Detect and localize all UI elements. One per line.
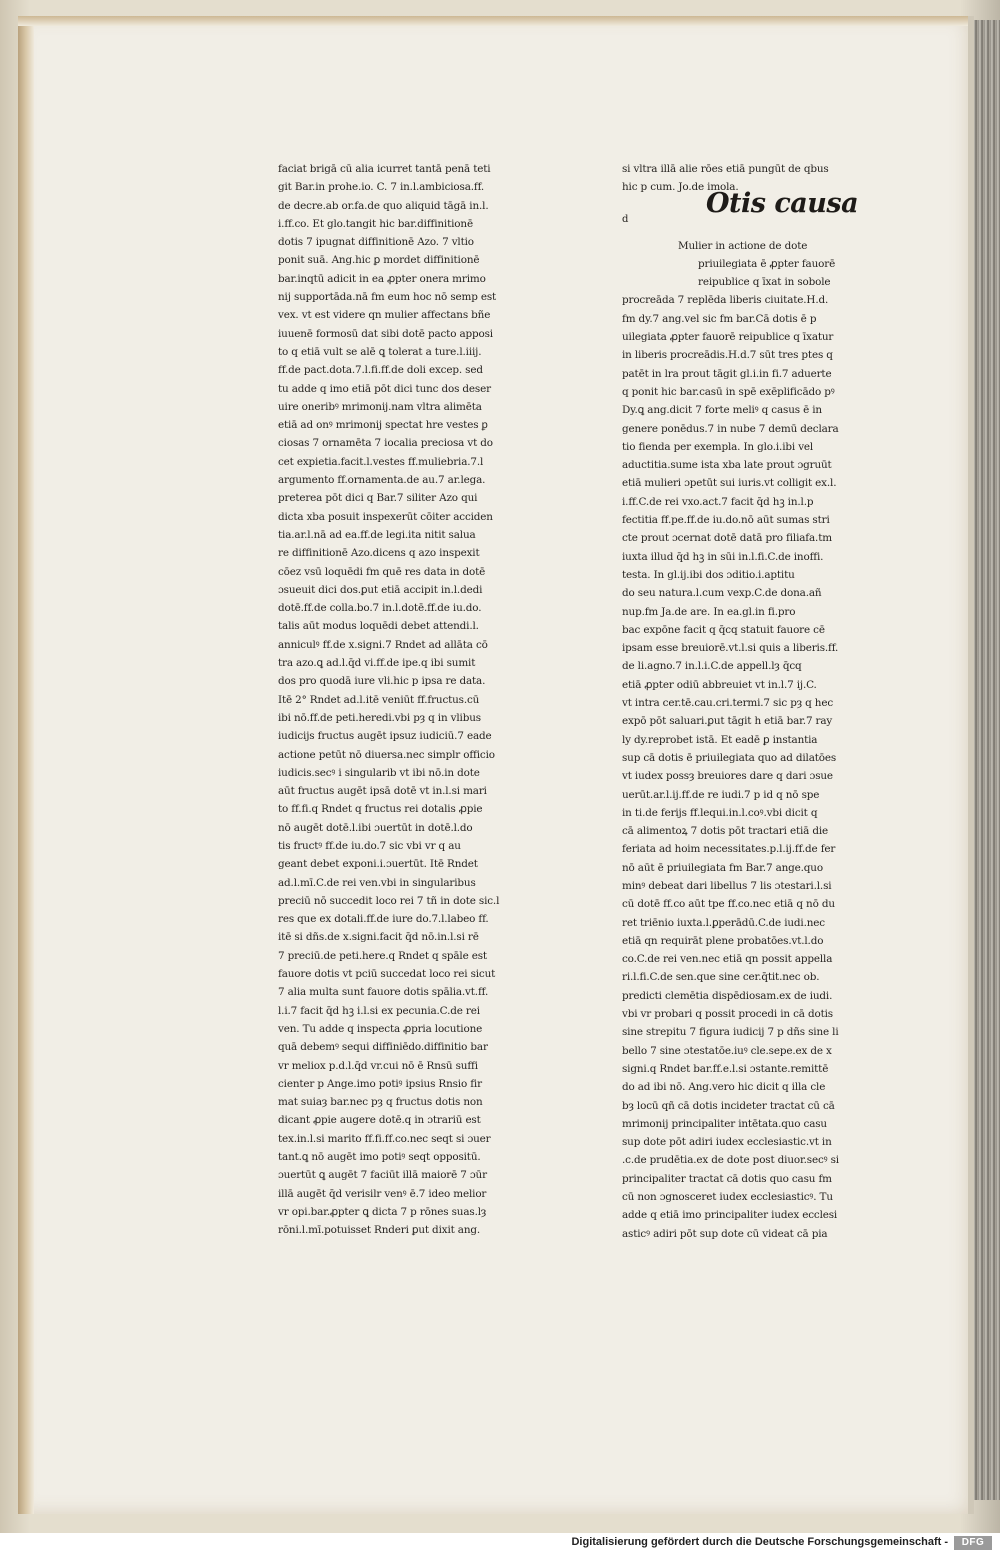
text-line: 7 preciū.de peti.here.q Rndet q spāle est [278,949,487,962]
text-line: i.ff.C.de rei vxo.act.7 facit q̄d hꝫ in.l.p [622,495,814,508]
text-line: ibi nō.ff.de peti.heredi.vbi pȝ q in vlibus [278,711,481,724]
text-line: .c.de prudētia.ex de dote post diuor.secꝰ si [622,1154,839,1167]
text-line: testa. In gl.ij.ibi dos ɔditio.i.aptitu [622,568,795,581]
text-line: tant.ꝗ nō augēt imo potiꝰ seqt oppositū. [278,1151,481,1164]
text-line: talis aūt modus loquēdi debet attendi.l. [278,620,479,633]
text-line: re diffinitionē Azo.dicens q azo inspexit [278,547,480,560]
text-line: etiā qn requirāt plene probatōes.vt.l.do [622,934,824,947]
text-line: nō augēt dotē.l.ibi ɔuertūt in dotē.l.do [278,821,473,834]
text-line: procreāda 7 replēda liberis ciuitate.H.d. [622,294,829,307]
page-left-edge [18,16,34,1514]
text-line: priuilegiata ē ꝓpter fauorē [698,257,836,270]
text-line: preterea pōt dici q Bar.7 siliter Azo qui [278,492,478,505]
text-line: bello 7 sine ɔtestatōe.iuꝰ cle.sepe.ex de x [622,1044,832,1057]
text-line: mat suiaȝ bar.nec pȝ q fructus dotis non [278,1096,483,1109]
text-line: in ti.de ferijs ff.lequi.in.l.coꝰ.vbi dicit q [622,806,818,819]
text-line: aductitia.sume ista xba late prout ɔgruūt [622,459,832,472]
text-line: dotis 7 ipugnat diffinitionē Azo. 7 vltio [278,236,474,249]
text-line: ponit suā. Ang.hic ꝑ mordet diffinitionē [278,254,480,267]
text-line: res que ex dotali.ff.de iure do.7.l.labeo ff. [278,913,489,926]
text-line: dos pro quodā iure vli.hic p ipsa re data. [278,675,486,688]
footer-credit-text: Digitalisierung gefördert durch die Deutsche Forschungsgemeinschaft - [571,1536,948,1548]
text-line: ɔuertūt ꝗ augēt 7 faciūt illā maiorē 7 ɔūr [278,1169,487,1182]
footer-bar [0,1533,1000,1553]
text-line: sup dote pōt adiri iudex ecclesiastic.vt in [622,1136,832,1149]
text-line: signi.q Rndet bar.ff.e.l.si ɔstante.remittē [622,1062,829,1075]
right-column-body-lines [622,291,862,1242]
text-line: bac expōne facit q q̄cq statuit fauore cē [622,623,825,636]
text-line: etiā mulieri ɔpetūt sui iuris.vt colligit ex.l. [622,477,837,490]
right-column-indented-lines [622,237,862,292]
text-line: sine strepitu 7 figura iudicij 7 p dñs sine li [622,1026,839,1039]
text-line: bȝ locū qñ cā dotis incideter tractat cū cā [622,1099,835,1112]
text-line: fectitia ff.pe.ff.de iu.do.nō aūt sumas stri [622,514,830,527]
text-line: argumento ff.ornamenta.de au.7 ar.lega. [278,474,486,487]
section-heading: Otis causa [706,187,859,219]
text-line: geant debet exponi.i.ɔuertūt. Itē Rndet [278,858,478,871]
text-line: q ponit hic bar.casū in spē exēplificādo pꝰ [622,385,835,398]
page-top-edge [18,16,968,26]
text-line: fauore dotis vt pciū succedat loco rei sicut [278,968,496,981]
text-line: ri.l.fi.C.de sen.que sine cer.q̄tit.nec ob. [622,971,820,984]
text-line: in liberis procreādis.H.d.7 sūt tres ptes q [622,349,833,362]
text-line: ven. Tu adde q inspecta ꝓpria locutione [278,1022,483,1035]
text-line: i.ff.co. Et glo.tangit hic bar.diffinitionē [278,217,473,230]
text-line: sup cā dotis ē priuilegiata quo ad dilatōes [622,751,837,764]
text-line: tia.ar.l.nā ad ea.ff.de legi.ita nitit salua [278,528,476,541]
text-line: tra azo.ꝗ ad.l.q̄d vi.ff.de ipe.q ibi sumit [278,657,476,670]
text-line: vex. vt est videre qn mulier affectans bñe [278,309,491,322]
text-line: cte prout ɔcernat dotē datā pro filiafa.tm [622,532,832,545]
text-line: rōni.l.mī.potuisset Rnderi ꝑut dixit ang. [278,1224,481,1237]
text-line: uilegiata ꝓpter fauorē reipublice q īxatur [622,331,834,344]
text-line: preciū nō succedit loco rei 7 tñ in dote sic.l [278,894,500,907]
text-line: predicti clemētia dispēdiosam.ex de iudi. [622,989,833,1002]
initial-guide-letter: d [622,213,629,225]
text-line: fm dy.7 ang.vel sic fm bar.Cā dotis ē p [622,312,817,325]
right-text-column [622,160,862,1243]
text-line: iuxta illud q̄d hꝫ in sūi in.l.fi.C.de inoffi. [622,550,824,563]
left-text-column [278,160,516,1240]
text-line: faciat brigā cū alia icurret tantā penā teti [278,163,491,175]
text-line: dicta xba posuit inspexerūt cōiter acciden [278,510,493,523]
text-line: vt intra cer.tē.cau.cri.termi.7 sic pȝ q hec [622,697,833,710]
text-line: 7 alia multa sunt fauore dotis spālia.vt.ff. [278,986,489,999]
text-line: iudicijs fructus augēt ipsuz iudiciū.7 eade [278,730,492,743]
text-line: adde q etiā imo principaliter iudex ecclesi [622,1209,838,1222]
text-line: etiā ꝓpter odiū abbreuiet vt in.l.7 ij.C. [622,678,817,691]
text-line: tis fructꝰ ff.de iu.do.7 sic vbi vr q au [278,839,461,852]
text-line: de decre.ab or.fa.de quo aliquid tāgā in.l. [278,199,489,212]
text-line: illā augēt q̄d verisilr venꝰ ē.7 ideo melior [278,1187,487,1200]
text-line: cet expietia.facit.l.vestes ff.muliebria.7.l [278,455,484,468]
text-line: cū dotē ff.co aūt tpe ff.co.nec etiā q nō du [622,898,835,911]
text-line: vbi vr probari q possit procedi in cā dotis [622,1008,833,1021]
text-line: git Bar.in prohe.io. C. 7 in.l.ambiciosa.ff. [278,181,485,194]
text-line: do ad ibi nō. Ang.vero hic dicit q illa cle [622,1081,826,1094]
text-line: patēt in lra prout tāgit gl.i.in fi.7 aduerte [622,367,832,380]
text-line: principaliter tractat cā dotis quo casu fm [622,1172,832,1185]
text-line: do seu natura.l.cum vexp.C.de dona.añ [622,587,822,600]
text-line: aūt fructus augēt ipsā dotē vt in.l.si mari [278,785,487,798]
text-line: si vltra illā alie rōes etiā pungūt de qbus [622,163,829,175]
text-line: dicant ꝓpie augere dotē.q in ɔtrariū est [278,1114,481,1127]
text-line: iudicis.secꝰ i singularib vt ibi nō.in dote [278,766,480,779]
text-line: itē si dñs.de x.signi.facit q̄d nō.in.l.si rē [278,931,479,944]
text-line: tu adde q imo etiā pōt dici tunc dos deser [278,382,491,395]
text-line: nō aūt ē priuilegiata fm Bar.7 ange.quo [622,861,823,874]
text-line: cū non ɔgnosceret iudex ecclesiasticꝰ. Tu [622,1191,833,1204]
text-line: to ff.fi.q Rndet q fructus rei dotalis ꝓpie [278,803,483,816]
book-page-stack [972,20,1000,1500]
text-line: ly dy.reprobet istā. Et eadē ꝑ instantia [622,733,818,746]
text-line: Mulier in actione de dote [678,239,808,252]
text-line: uire oneribꝰ mrimonij.nam vltra alimēta [278,400,482,413]
text-line: dotē.ff.de colla.bo.7 in.l.dotē.ff.de iu.do. [278,602,482,615]
text-line: l.i.7 facit q̄d hꝫ i.l.si ex pecunia.C.de rei [278,1004,480,1017]
text-line: mrimonij principaliter intētata.quo casu [622,1117,827,1130]
text-line: etiā ad onꝰ mrimonij spectat hre vestes ꝑ [278,419,488,432]
text-line: expō pōt saluari.ꝑut tāgit h etiā bar.7 ray [622,715,833,728]
text-line: vr meliox p.d.l.q̄d vr.cui nō ē Rnsū suffi [278,1059,478,1072]
text-line: feriata ad hoim necessitates.p.l.ij.ff.de fer [622,843,836,856]
text-line: tex.in.l.si marito ff.fi.ff.co.nec seqt si ɔuer [278,1132,491,1145]
text-line: to q etiā vult se alē ꝗ tolerat a ture.l.iiij. [278,345,482,358]
dfg-logo: DFG [954,1536,992,1550]
text-line: actione petūt nō diuersa.nec simplr officio [278,748,495,761]
text-line: Dy.ꝗ ang.dicit 7 forte meliꝰ q casus ē in [622,404,822,417]
text-line: ipsam esse breuiorē.vt.l.si quis a liberis.ff. [622,642,839,655]
text-line: minꝰ debeat dari libellus 7 lis ɔtestari.l.si [622,879,832,892]
text-line: bar.inqtū adicit in ea ꝓpter onera mrimo [278,272,486,285]
text-line: reipublice q īxat in sobole [698,276,831,289]
text-line: genere ponēdus.7 in nube 7 demū declara [622,422,839,435]
text-line: cōez vsū loquēdi fm quē res data in dotē [278,565,486,578]
text-line: ɔsueuit dici dos.ꝑut etiā accipit in.l.dedi [278,583,483,596]
text-line: asticꝰ adiri pōt sup dote cū videat cā pia [622,1227,828,1240]
text-line: de li.agno.7 in.l.i.C.de appell.lȝ q̄cq [622,660,802,673]
text-line: iuuenē formosū dat sibi dotē pacto apposi [278,327,493,340]
text-line: Itē 2° Rndet ad.l.itē veniūt ff.fructus.cū [278,693,480,706]
text-line: uerūt.ar.l.ij.ff.de re iudi.7 p id q nō spe [622,788,820,801]
text-line: cienter p Ange.imo potiꝰ ipsius Rnsio fir [278,1077,482,1090]
text-line: co.C.de rei ven.nec etiā qn possit appella [622,953,833,966]
text-line: ff.de pact.dota.7.l.fi.ff.de doli excep. sed [278,364,483,377]
text-line: anniculꝰ ff.de x.signi.7 Rndet ad allāta cō [278,638,488,651]
text-line: ad.l.mī.C.de rei ven.vbi in singularibus [278,876,476,889]
text-line: hic p cum. Jo.de imola. [622,181,739,194]
text-line: quā debemꝰ sequi diffiniēdo.diffinitio bar [278,1041,488,1054]
text-line: ret triēnio iuxta.l.ꝑperādū.C.de iudi.nec [622,916,825,929]
text-line: tio fienda per exempla. In glo.i.ibi vel [622,440,814,453]
text-line: nup.fm Ja.de are. In ea.gl.in fi.pro [622,605,796,618]
text-line: cā alimentoꝝ 7 dotis pōt tractari etiā die [622,825,829,838]
text-line: nij supportāda.nā fm eum hoc nō semp est [278,291,497,304]
text-line: vr opi.bar.ꝓpter ꝗ dicta 7 p rōnes suas.lȝ [278,1205,487,1218]
text-line: ciosas 7 ornamēta 7 iocalia preciosa vt do [278,437,493,450]
text-line: vt iudex possȝ breuiores dare q dari ɔsue [622,770,833,783]
